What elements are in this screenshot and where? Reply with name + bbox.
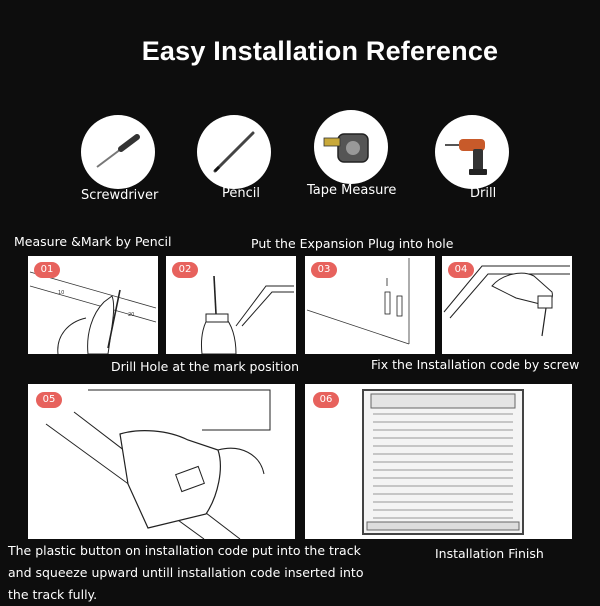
step-badge: 01 xyxy=(34,262,60,278)
tool-label-pencil: Pencil xyxy=(222,186,260,201)
step-badge: 03 xyxy=(311,262,337,278)
page-title: Easy Installation Reference xyxy=(141,36,499,66)
tool-label-drill: Drill xyxy=(470,186,497,201)
tape-measure-tool xyxy=(314,110,388,184)
step-badge: 06 xyxy=(313,392,339,408)
note-line: the track fully. xyxy=(8,587,98,602)
caption-drill: Drill Hole at the mark position xyxy=(111,359,300,374)
tape-measure-icon xyxy=(314,110,388,184)
caption-finish: Installation Finish xyxy=(435,546,544,561)
step-badge: 04 xyxy=(448,262,474,278)
track-insert-illustration xyxy=(28,384,295,539)
drill-tool xyxy=(435,115,509,189)
ruler-mark: 20 xyxy=(128,312,135,318)
step-02-panel xyxy=(166,256,296,354)
note-line: and squeeze upward untill installation code inserted into xyxy=(8,565,364,580)
step-01-panel xyxy=(28,256,158,354)
screwdriver-icon xyxy=(81,115,155,189)
step-badge: 02 xyxy=(172,262,198,278)
pencil-icon xyxy=(197,115,271,189)
ruler-mark: 10 xyxy=(58,290,65,296)
pencil-tool xyxy=(197,115,271,189)
step-badge: 05 xyxy=(36,392,62,408)
caption-plug: Put the Expansion Plug into hole xyxy=(251,236,454,251)
drill-icon xyxy=(435,115,509,189)
tool-label-tape-measure: Tape Measure xyxy=(307,183,397,198)
caption-measure: Measure &Mark by Pencil xyxy=(14,234,172,249)
finished-blind-illustration xyxy=(305,384,572,539)
step-04-panel xyxy=(442,256,572,354)
step-06-panel xyxy=(305,384,572,539)
step-03-panel xyxy=(305,256,435,354)
tool-label-screwdriver: Screwdriver xyxy=(81,188,159,203)
note-line: The plastic button on installation code put into the track xyxy=(8,543,361,558)
screwdriver-tool xyxy=(81,115,155,189)
installation-note xyxy=(8,540,408,606)
caption-fix: Fix the Installation code by screw xyxy=(371,357,580,372)
step-05-panel xyxy=(28,384,295,539)
